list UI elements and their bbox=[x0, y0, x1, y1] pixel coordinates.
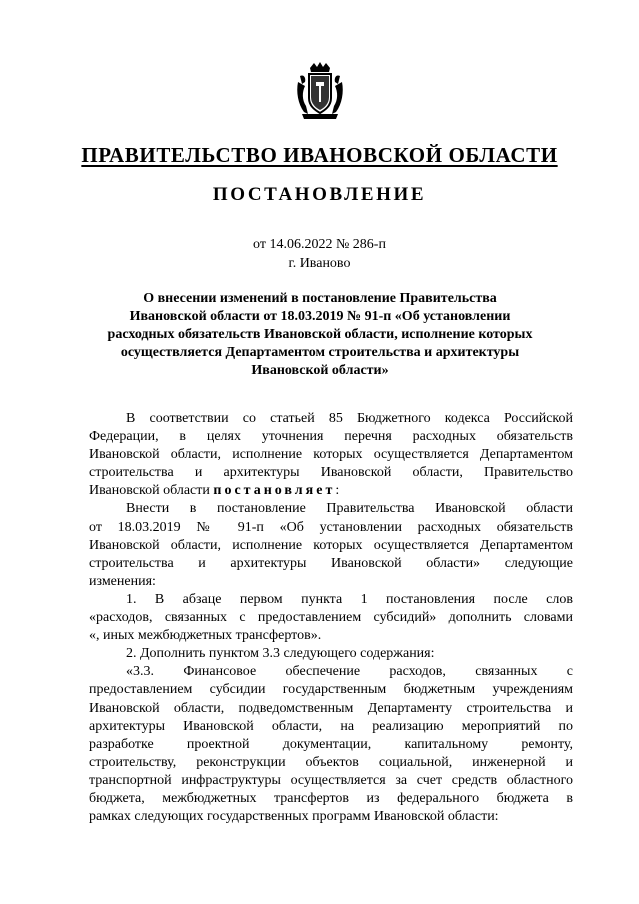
document-type-heading: ПОСТАНОВЛЕНИЕ bbox=[212, 184, 427, 205]
body-line: Внести в постановление Правительства Ивановской области bbox=[126, 501, 573, 517]
coat-of-arms-emblem bbox=[296, 62, 344, 120]
body-line: предоставлением субсидии государственным бюджетным учреждениям bbox=[89, 682, 573, 698]
document-subject bbox=[100, 290, 540, 380]
resolves-word: постановляет bbox=[213, 483, 336, 499]
body-line: Ивановской области, исполнение которых осуществляется Департаментом bbox=[89, 447, 573, 463]
date-and-number: от 14.06.2022 № 286-п bbox=[253, 237, 386, 252]
body-line: «, иных межбюджетных трансфертов». bbox=[89, 628, 322, 644]
body-line: «расходов, связанных с предоставлением субсидий» дополнить словами bbox=[89, 610, 573, 626]
body-line: строительства и архитектуры Ивановской области, Правительство bbox=[89, 465, 573, 481]
body-line: рамках следующих государственных программ Ивановской области: bbox=[89, 809, 499, 825]
government-title: ПРАВИТЕЛЬСТВО ИВАНОВСКОЙ ОБЛАСТИ bbox=[81, 143, 558, 167]
body-line: Федерации, в целях уточнения перечня расходных обязательств bbox=[89, 429, 573, 445]
subject-line: расходных обязательств Ивановской области, исполнение которых bbox=[107, 327, 533, 342]
body-line: бюджета, межбюджетных трансфертов из федерального бюджета в bbox=[89, 790, 573, 806]
body-line: В соответствии со статьей 85 Бюджетного кодекса Российской bbox=[126, 411, 573, 426]
subject-line: Ивановской области» bbox=[251, 363, 389, 378]
document-body bbox=[89, 410, 573, 826]
body-line: от 18.03.2019 № 91-п «Об установлении расходных обязательств bbox=[89, 519, 573, 535]
subject-line: О внесении изменений в постановление Правительства bbox=[143, 291, 497, 306]
body-line: Ивановской области, исполнение которых осуществляется Департаментом bbox=[89, 537, 573, 553]
body-line: изменения: bbox=[89, 573, 156, 589]
body-line: транспортной инфраструктуры осуществляется за счет средств областного bbox=[89, 772, 573, 788]
body-line: 1. В абзаце первом пункта 1 постановления после слов bbox=[126, 591, 573, 607]
body-line-resolution bbox=[89, 482, 573, 500]
subject-line: Ивановской области от 18.03.2019 № 91-п «Об установлении bbox=[129, 309, 511, 324]
body-line: архитектуры Ивановской области, на реализацию мероприятий по bbox=[89, 718, 573, 734]
city: г. Иваново bbox=[288, 256, 351, 271]
body-line: «3.3. Финансовое обеспечение расходов, связанных с bbox=[126, 664, 573, 680]
subject-line: осуществляется Департаментом строительства и архитектуры bbox=[120, 345, 520, 360]
body-line: разработке проектной документации, капитальному ремонту, bbox=[89, 736, 573, 752]
body-line: Ивановской области, подведомственным Департаменту строительства и bbox=[89, 700, 573, 716]
body-line: 2. Дополнить пунктом 3.3 следующего содержания: bbox=[126, 646, 435, 662]
body-line: строительству, реконструкции объектов социальной, инженерной и bbox=[89, 754, 573, 770]
body-text: : bbox=[335, 483, 340, 499]
body-text: Ивановской области bbox=[89, 483, 214, 499]
body-line: строительства и архитектуры Ивановской области» следующие bbox=[89, 555, 573, 571]
